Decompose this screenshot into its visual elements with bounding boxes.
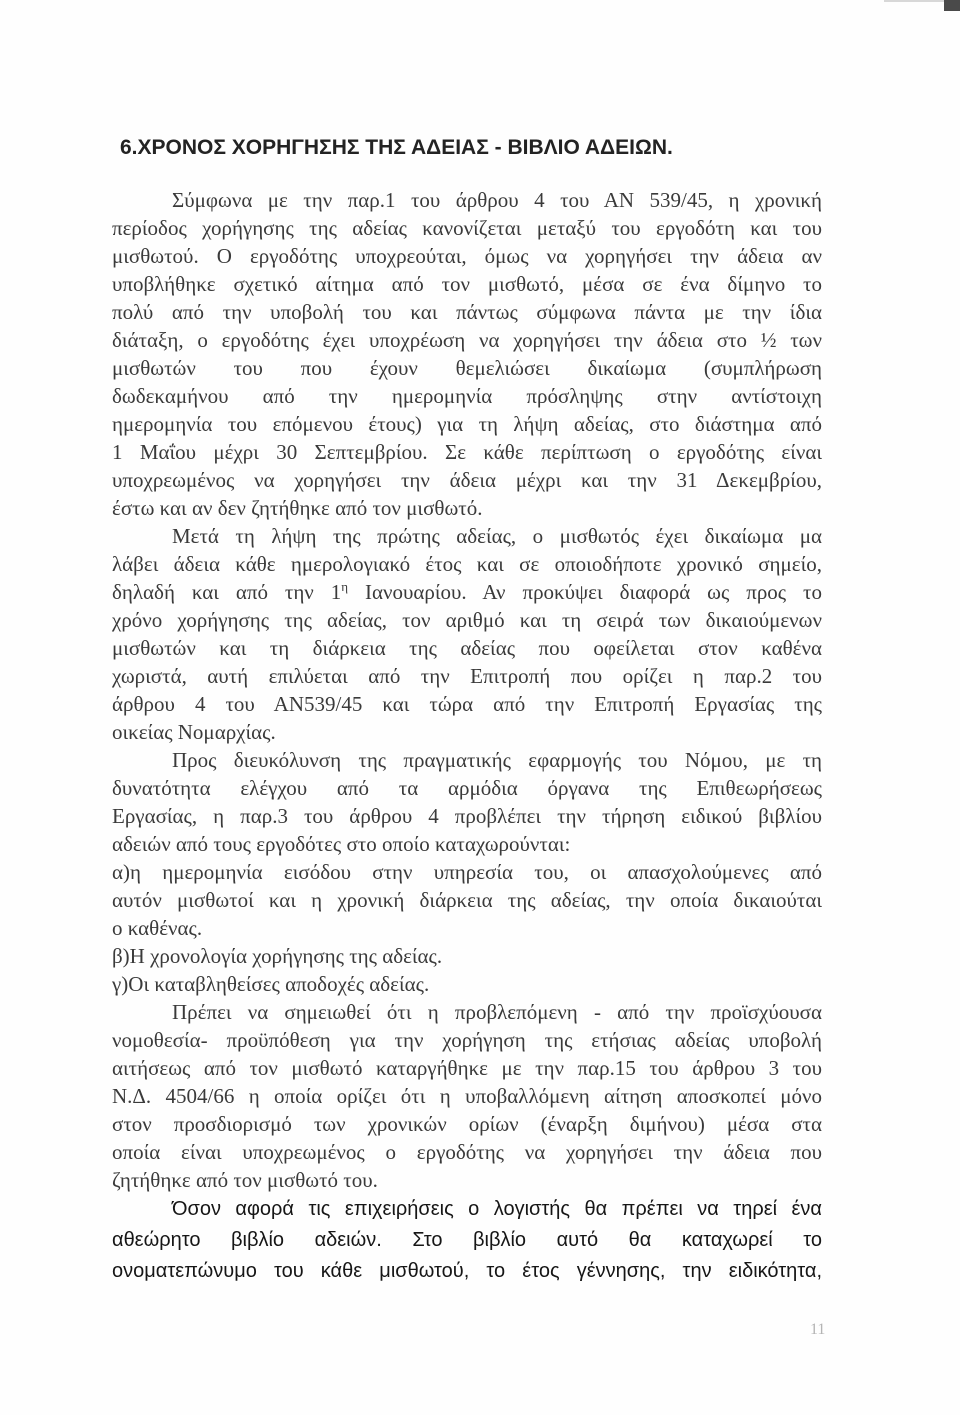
enumerated-list: [112, 858, 822, 998]
text-line: ζητήθηκε από τον μισθωτό του.: [112, 1168, 378, 1192]
text-line: Εργασίας, η παρ.3 του άρθρου 4 προβλέπει την τήρηση ειδικού βιβλίου: [112, 804, 822, 828]
paragraph: [112, 998, 822, 1194]
text-line: [112, 578, 822, 606]
text-line: χωριστά, αυτή επιλύεται από την Επιτροπή που ορίζει η παρ.2 του: [112, 664, 822, 688]
text-line: υποχρεωμένος να χορηγήσει την άδεια μέχρι και την 31 Δεκεμβρίου,: [112, 468, 822, 492]
text-line: οικείας Νομαρχίας.: [112, 720, 276, 744]
text-line: αδειών από τους εργοδότες στο οποίο καταχωρούνται:: [112, 832, 571, 856]
text-line: δωδεκαμήνου από την ημερομηνία πρόσληψης στην αντίστοιχη: [112, 384, 822, 408]
text-line: οποία είναι υποχρεωμένος ο εργοδότης να χορηγήσει την άδεια που: [112, 1140, 822, 1164]
text-line: ο καθένας.: [112, 916, 203, 940]
paragraph: [112, 186, 822, 522]
text-line: Ν.Δ. 4504/66 η οποία ορίζει ότι η υποβαλλόμενη αίτηση αποσκοπεί μόνο: [112, 1084, 822, 1108]
section-title: 6.ΧΡΟΝΟΣ ΧΟΡΗΓΗΣΗΣ ΤΗΣ ΑΔΕΙΑΣ - ΒΙΒΛΙΟ ΑΔΕΙΩΝ.: [120, 136, 673, 159]
text-line: Μετά τη λήψη της πρώτης αδείας, ο μισθωτός έχει δικαίωμα μα: [172, 524, 822, 548]
text-line: ημερομηνία του επόμενου έτους) για τη λήψη αδείας, στο διάστημα από: [112, 412, 822, 436]
list-item: [112, 942, 822, 970]
page-number: 11: [810, 1321, 826, 1338]
ordinal-superscript: η: [341, 579, 349, 594]
text-line: Πρέπει να σημειωθεί ότι η προβλεπόμενη - από την προϊσχύουσα: [172, 1000, 822, 1024]
text-line: διάταξη, ο εργοδότης έχει υποχρέωση να χορηγήσει την άδεια στο ½ των: [112, 328, 822, 352]
text-line: πολύ από την υποβολή του και πάντως σύμφωνα πάντα με την ίδια: [112, 300, 822, 324]
text-line: 1 Μαΐου μέχρι 30 Σεπτεμβρίου. Σε κάθε περίπτωση ο εργοδότης είναι: [112, 440, 822, 464]
scan-edge-artifact: [944, 0, 960, 11]
text-segment: δηλαδή και από την 1: [112, 580, 342, 604]
text-line: άρθρου 4 του ΑΝ539/45 και τώρα από την Επιτροπή Εργασίας της: [112, 692, 822, 716]
list-item: [112, 858, 822, 942]
text-line: αιτήσεως από τον μισθωτό καταργήθηκε με την παρ.15 του άρθρου 3 του: [112, 1056, 822, 1080]
text-line: αυτόν μισθωτοί και η χρονική διάρκεια της αδείας, την οποία δικαιούται: [112, 888, 822, 912]
text-line: μισθωτού. Ο εργοδότης υποχρεούται, όμως να χορηγήσει την άδεια αν: [112, 244, 822, 268]
text-segment: Ιανουαρίου. Αν προκύψει διαφορά ως προς το: [348, 580, 822, 604]
text-line: αθεώρητο βιβλίο αδειών. Στο βιβλίο αυτό θα καταχωρεί το: [112, 1229, 822, 1251]
text-line: χρόνο χορήγησης της αδείας, τον αριθμό και τη σειρά των δικαιούμενων: [112, 608, 822, 632]
text-line: Σύμφωνα με την παρ.1 του άρθρου 4 του ΑΝ 539/45, η χρονική: [172, 188, 822, 212]
text-line: Προς διευκόλυνση της πραγματικής εφαρμογής του Νόμου, με τη: [172, 748, 822, 772]
text-line: β)Η χρονολογία χορήγησης της αδείας.: [112, 944, 443, 968]
text-line: λάβει άδεια κάθε ημερολογιακό έτος και σε οποιοδήποτε χρονικό σημείο,: [112, 552, 822, 576]
paragraph: [112, 522, 822, 746]
document-body: [112, 186, 822, 1287]
text-line: α)η ημερομηνία εισόδου στην υπηρεσία του, οι απασχολούμενες από: [112, 860, 822, 884]
text-line: ονοματεπώνυμο του κάθε μισθωτού, το έτος γέννησης, την ειδικότητα,: [112, 1260, 822, 1282]
list-item: [112, 970, 822, 998]
text-line: έστω και αν δεν ζητήθηκε από τον μισθωτό.: [112, 496, 483, 520]
text-line: δυνατότητα ελέγχου από τα αρμόδια όργανα της Επιθεωρήσεως: [112, 776, 822, 800]
text-line: μισθωτών του που έχουν θεμελιώσει δικαίωμα (συμπλήρωση: [112, 356, 822, 380]
text-line: υποβλήθηκε σχετικό αίτημα από τον μισθωτό, μέσα σε ένα δίμηνο το: [112, 272, 822, 296]
text-line: Όσον αφορά τις επιχειρήσεις ο λογιστής θα πρέπει να τηρεί ένα: [172, 1198, 822, 1220]
text-line: νομοθεσία- προϋπόθεση για την χορήγηση της ετήσιας αδείας υποβολή: [112, 1028, 822, 1052]
paragraph: [112, 1194, 822, 1287]
text-line: μισθωτών και τη διάρκεια της αδείας που οφείλεται στον καθένα: [112, 636, 822, 660]
text-line: στον προσδιορισμό των χρονικών ορίων (έναρξη διμήνου) μέσα στα: [112, 1112, 822, 1136]
text-line: περίοδος χορήγησης της αδείας κανονίζεται μεταξύ του εργοδότη και του: [112, 216, 822, 240]
text-line: γ)Οι καταβληθείσες αποδοχές αδείας.: [112, 972, 430, 996]
scan-edge-line: [884, 0, 944, 2]
paragraph: [112, 746, 822, 858]
